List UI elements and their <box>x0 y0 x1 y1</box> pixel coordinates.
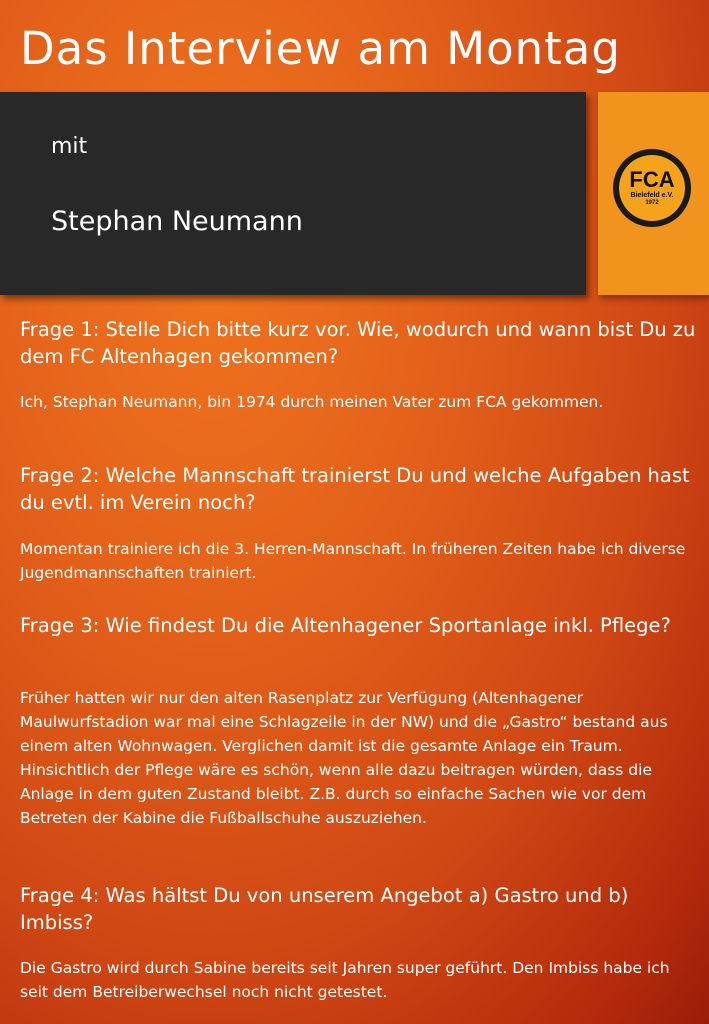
with-label: mit <box>51 134 88 159</box>
question-3: Frage 3: Wie findest Du die Altenhagener Sportanlage inkl. Pflege? <box>20 614 671 637</box>
question-4: Frage 4: Was hältst Du von unserem Angebot a) Gastro und b) Imbiss? <box>20 884 629 934</box>
answer-4: Die Gastro wird durch Sabine bereits seit Jahren super geführt. Den Imbiss habe ich seit dem Betreiberwechsel noch nicht getestet. <box>20 959 670 1001</box>
club-logo-inner <box>619 155 685 221</box>
answer-1: Ich, Stephan Neumann, bin 1974 durch meinen Vater zum FCA gekommen. <box>20 393 604 411</box>
question-2: Frage 2: Welche Mannschaft trainierst Du und welche Aufgaben hast du evtl. im Verein noch? <box>20 464 690 514</box>
club-logo-year: 1972 <box>645 200 659 206</box>
club-logo-abbr: FCA <box>629 167 675 192</box>
guest-name: Stephan Neumann <box>51 206 303 237</box>
guest-name-panel <box>0 92 586 295</box>
club-logo-subtitle: Bielefeld e.V. <box>630 192 674 199</box>
answer-2: Momentan trainiere ich die 3. Herren-Mannschaft. In früheren Zeiten habe ich diverse Jugendmannschaften trainiert. <box>20 540 686 582</box>
logo-panel <box>598 92 709 295</box>
question-1: Frage 1: Stelle Dich bitte kurz vor. Wie, wodurch und wann bist Du zu dem FC Altenhagen gekommen? <box>20 318 696 368</box>
club-logo <box>613 149 691 227</box>
answer-3: Früher hatten wir nur den alten Rasenplatz zur Verfügung (Altenhagener Maulwurfstadion war mal eine Schlagzeile in der NW) und die „Gastro“ bestand aus einem alten Wohnwagen. Verglichen damit ist die gesamte Anlage ein Traum. Hinsichtlich der Pflege wäre es schön, wenn alle dazu beitragen würden, dass die Anlage in dem guten Zustand bleibt. Z.B. durch so einfache Sachen wie vor dem Betreten der Kabine die Fußballschuhe auszuziehen. <box>20 689 668 827</box>
page-title: Das Interview am Montag <box>20 22 621 75</box>
